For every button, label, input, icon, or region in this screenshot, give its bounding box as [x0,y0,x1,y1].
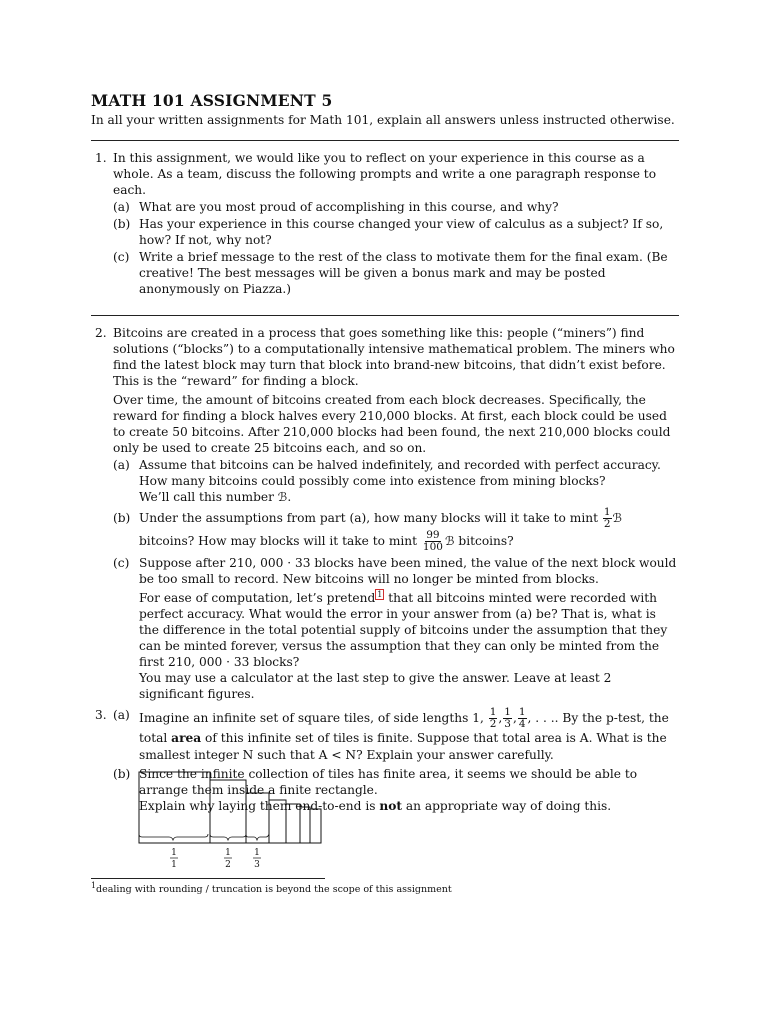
question-1b [113,216,679,248]
tile-7 [310,809,321,843]
fraction-numerator: 1 [603,506,611,518]
question-2c [113,555,679,702]
footnote [91,880,691,896]
part-label: (c) [113,250,130,264]
part-text-end: that all bitcoins minted were recorded with perfect accuracy. What would the error in your answer from (a) be? That is, what is the difference in the total potential supply of bitcoins under the assumption that they can be minted forever, versus the assumption that they can only be minted from the first 210, 000 · 33 blocks? [139,591,668,670]
tile-1 [139,772,210,843]
part-label: (b) [113,217,131,231]
fraction [422,530,444,553]
diagram-label-num: 1 [171,848,177,858]
part-text: ℬ bitcoins? [444,534,514,548]
tile-6 [300,807,310,843]
question-3a: (a) Imagine an infinite set of square tiles, of side lengths 1, $\frac{1}{2}$ , $\frac{1}{3}$ , $\frac{1}{4}$ , . . .. By the p-test, the total area of this infinite set of tiles is finite. Suppose that total area is A. What is the smallest integer N such that A < N? Explain your answer carefully. [113,706,669,763]
diagram-label-num: 1 [225,848,231,858]
part-text: Under the assumptions from part (a), how many blocks will it take to mint [139,511,598,525]
page-title: MATH 101 ASSIGNMENT 5 [91,91,333,110]
part-text: Imagine an infinite set of square tiles, of side lengths 1, [139,711,484,726]
question-2-paragraph: Bitcoins are created in a process that goes something like this: people (“miners”) find solutions (“blocks”) to a computationally intensive mathematical problem. The miners who find the latest block may turn that block into brand-new bitcoins, that didn’t exist before. This is the “reward” for finding a block. [113,326,675,388]
part-text: Has your experience in this course changed your view of calculus as a subject? If so, how? If not, why not? [139,217,664,247]
brace-2 [210,834,246,840]
tile-5 [286,804,300,843]
footnote-link[interactable]: 1 [377,590,383,599]
brace-1 [139,834,208,840]
fraction-denominator: 3 [504,718,511,731]
part-text: Write a brief message to the rest of the class to motivate them for the final exam. (Be creative! The best messages will be given a bonus mark and may be posted anonymously on Piazza.) [139,250,668,296]
part-text-end: an appropriate way of doing this. [405,799,612,814]
fraction-numerator: 1 [518,706,526,719]
part-text-start: Explain why laying them end-to-end is [139,799,376,814]
part-text: We’ll call this number ℬ. [139,490,292,504]
fraction [518,707,527,730]
part-text: You may use a calculator at the last step to give the answer. Leave at least 2 significant figures. [139,671,612,702]
footnote-mark: 1 [91,881,97,890]
part-text: , . . .. By the p-test, the total [139,711,669,746]
tile-2 [210,780,246,843]
part-text [139,589,679,670]
fraction-numerator: 99 [426,529,440,541]
part-label: (a) [113,708,130,723]
question-2 [91,325,679,702]
section-divider [91,140,679,141]
part-text: What are you most proud of accomplishing in this course, and why? [139,200,559,214]
part-label: (b) [113,767,131,782]
question-number: 1. [95,151,107,165]
part-label: (a) [113,458,130,472]
question-1-intro: In this assignment, we would like you to reflect on your experience in this course as a whole. As a team, discuss the following prompts and write a one paragraph response to each. [113,151,657,197]
part-text-start: For ease of computation, let’s pretend [139,591,376,606]
fraction-numerator: 1 [489,706,497,719]
page-subtitle: In all your written assignments for Math 101, explain all answers unless instructed otherwise. [91,113,675,127]
question-2b [113,507,679,553]
assignment-page [91,92,679,814]
question-1 [91,150,679,297]
fraction-denominator: 2 [489,718,497,731]
part-text: of this infinite set of tiles is finite. Suppose that total area is A. What is the smallest integer N such that A < N? Explain your answer carefully. [139,731,667,763]
question-2-paragraph: Over time, the amount of bitcoins created from each block decreases. Specifically, the reward for finding a block halves every 210,000 blocks. At first, each block could be used to create 50 bitcoins. After 210,000 blocks had been found, the next 210,000 blocks could only be used to create 25 bitcoins each, and so on. [113,393,671,455]
question-number: 2. [95,326,107,340]
bold-term: area [171,731,202,746]
question-1c [113,249,679,297]
fraction [503,707,512,730]
part-text: ℬ bitcoins? How may blocks will it take to mint [139,511,623,548]
brace-3 [246,834,269,840]
part-text: Assume that bitcoins can be halved indefinitely, and recorded with perfect accuracy. How many bitcoins could possibly come into existence from mining blocks? [139,458,661,488]
fraction-denominator: 2 [603,518,611,530]
fraction [489,707,498,730]
diagram-label-den: 1 [171,860,177,870]
tile-3 [246,793,269,843]
fraction-denominator: 4 [518,718,526,731]
part-label: (b) [113,511,131,525]
section-divider [91,315,679,316]
question-number: 3. [95,708,107,723]
tiles-diagram [130,765,350,880]
bold-term: not [379,799,402,814]
tile-4 [269,800,286,843]
question-1a [113,199,679,215]
fraction [603,507,612,530]
part-text: Suppose after 210, 000 · 33 blocks have been mined, the value of the next block would be too small to record. New bitcoins will no longer be minted from blocks. [139,556,677,586]
part-label: (a) [113,200,130,214]
diagram-label-den: 3 [254,860,260,870]
part-label: (c) [113,556,130,570]
diagram-label-num: 1 [254,848,260,858]
fraction-denominator: 100 [422,541,443,553]
part-text: Since the infinite collection of tiles has finite area, it seems we should be able to arrange them inside a finite rectangle. [139,767,638,798]
diagram-label-den: 2 [225,860,231,870]
footnote-text: dealing with rounding / truncation is beyond the scope of this assignment [96,884,452,896]
fraction-numerator: 1 [504,706,511,719]
footnote-divider [91,878,325,879]
question-2a [113,457,679,505]
